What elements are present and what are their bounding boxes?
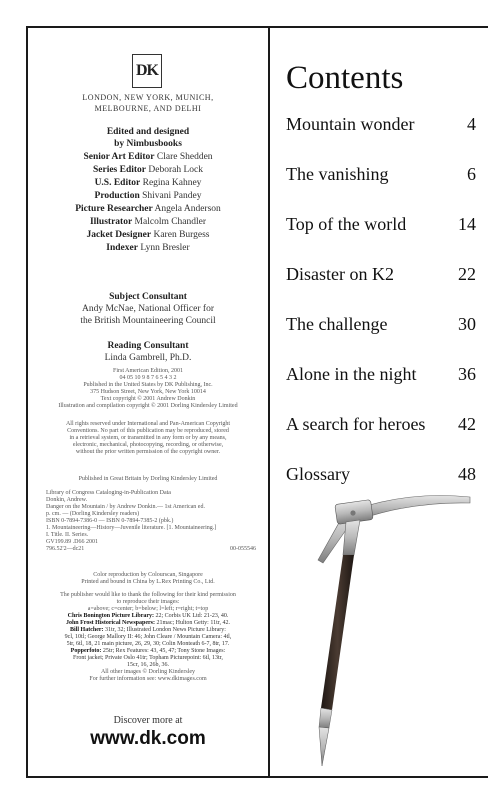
publication-info: First American Edition, 2001 04 05 10 9 8 7 6 5 4 3 2 Published in the United States by DK Publishing, Inc. 375 Hudson Street, New York, New York 10014 Text copyright © 2001 Andrew Donkin Illustration and compilation copyright © 2001 Dorling Kindersley Limited <box>58 368 238 409</box>
credit-line: Production Shivani Pandey <box>94 191 202 201</box>
toc-item-alone-in-the-night[interactable]: Alone in the night 36 <box>286 364 476 384</box>
credits-list <box>28 151 268 255</box>
discover-text: Discover more at <box>113 715 183 726</box>
toc-page-number: 6 <box>467 164 476 184</box>
picture-credit-line: 5tr, 6tl, 18, 21 main picture, 26, 29, 30; Colin Monteath 6-7, 8tr, 17. <box>66 641 230 647</box>
picture-credit-line: 9cl, 10tl; George Mallory II: 46; John Cleare / Mountain Camera: 4tl, <box>64 634 232 640</box>
toc-item-top-of-the-world[interactable]: Top of the world 14 <box>286 214 476 234</box>
publisher-cities: LONDON, NEW YORK, MUNICH, MELBOURNE, AND DELHI <box>82 93 214 113</box>
cip-data: Library of Congress Cataloging-in-Publication Data Donkin, Andrew. Danger on the Mountain / by Andrew Donkin.— 1st American ed. p. cm. — (Dorling Kindersley readers) ISBN 0-7894-7386-0 — ISBN 0-7894-7385-2 (pbk.) 1. Mountaineering—History—Juvenile literature. [1. Mountaineering.] I. Title. II. Series. GV199.89 .D66 2001 796.52'2—dc21 00-055546 <box>46 490 256 552</box>
website-link[interactable]: www.dk.com <box>90 728 206 749</box>
credit-line: Senior Art Editor Clare Shedden <box>83 152 213 162</box>
toc-item-glossary[interactable]: Glossary 48 <box>286 464 476 484</box>
toc-page-number: 36 <box>458 364 476 384</box>
picture-credit-line: 15cr, 16, 26b, 36. <box>127 662 169 668</box>
contents-title: Contents <box>286 60 404 96</box>
toc-page-number: 48 <box>458 464 476 484</box>
axe-ferrule <box>319 708 332 728</box>
rights-notice: All rights reserved under International and Pan-American Copyright Conventions. No part of this publication may be reproduced, stored in a retrieval system, or transmitted in any form or by any means, electronic, mechanical, photocopying, recording, or otherwise, without the prior written permission of the copyright owner. <box>65 421 231 455</box>
axe-spike <box>319 727 329 766</box>
toc-page-number: 22 <box>458 264 476 284</box>
picture-credits: The publisher would like to thank the following for their kind permission to reproduce their images: a=above; c=center; b=below; l=left; r=right; t=top Chris Bonington Picture Library: 22; Corbis UK Ltd: 21-23, 40. John Frost Historical Newspapers: 21mac; Hulton Getty: 11tr, 42. Bill Hatcher: 31tr, 32; Illustrated London News Picture Library: 9cl, 10tl; George Mallory II: 46; John Cleare / Mountain Camera: 4tl, 5tr, 6tl, 18, 21 main picture, 26, 29, 30; Colin Monteath 6-7, 8tr, 17. Popperfoto: 25tr; Rex Features: 43, 45, 47; Tony Stone Images: Front jacket; Private Oslo 41tr; Topham Picturepoint: 6tl, 13tr, 15cr, 16, 26b, 36. All other images © Dorling Kindersley For further information see: www.dkimages.com <box>36 592 260 683</box>
credit-line: Picture Researcher Angela Anderson <box>75 204 221 214</box>
toc-item-a-search-for-heroes[interactable]: A search for heroes 42 <box>286 414 476 434</box>
reading-consultant: Reading Consultant Linda Gambrell, Ph.D. <box>104 341 192 363</box>
copyright-column <box>28 28 268 776</box>
subject-consultant: Subject Consultant Andy McNae, National Officer for the British Mountaineering Council <box>80 292 216 326</box>
toc-item-the-vanishing[interactable]: The vanishing 6 <box>286 164 476 184</box>
colour-note: Color reproduction by Colourscan, Singapore Printed and bound in China by L.Rex Printing Co., Ltd. <box>81 572 215 585</box>
credit-line: Illustrator Malcolm Chandler <box>89 217 207 227</box>
toc-page-number: 14 <box>458 214 476 234</box>
picture-credit-line: John Frost Historical Newspapers: 21mac; Hulton Getty: 11tr, 42. <box>65 620 231 626</box>
picture-credit-line: Popperfoto: 25tr; Rex Features: 43, 45, 47; Tony Stone Images: <box>70 648 226 654</box>
axe-bolt <box>350 510 355 515</box>
credit-line: Jacket Designer Karen Burgess <box>86 230 210 240</box>
toc-page-number: 4 <box>467 114 476 134</box>
toc-item-disaster-on-k2[interactable]: Disaster on K2 22 <box>286 264 476 284</box>
picture-credit-line: Front jacket; Private Oslo 41tr; Topham Picturepoint: 6tl, 13tr, <box>73 655 223 661</box>
axe-handle <box>321 555 354 710</box>
picture-credit-line: Chris Bonington Picture Library: 22; Corbis UK Ltd: 21-23, 40. <box>67 613 229 619</box>
toc-item-mountain-wonder[interactable]: Mountain wonder 4 <box>286 114 476 134</box>
dk-logo: DK <box>132 54 162 88</box>
credit-line: U.S. Editor Regina Kahney <box>94 178 202 188</box>
printed-note: Published in Great Britain by Dorling Kindersley Limited <box>78 476 218 482</box>
axe-shaft-metal <box>343 520 360 555</box>
toc-page-number: 30 <box>458 314 476 334</box>
toc-page-number: 42 <box>458 414 476 434</box>
edited-by: Edited and designed by Nimbusbooks <box>106 127 190 149</box>
credit-line: Indexer Lynn Bresler <box>106 243 190 253</box>
picture-credit-line: Bill Hatcher: 31tr, 32; Illustrated London News Picture Library: <box>70 627 226 633</box>
credit-line: Series Editor Deborah Lock <box>92 165 204 175</box>
toc-item-the-challenge[interactable]: The challenge 30 <box>286 314 476 334</box>
ice-axe-illustration <box>270 470 488 780</box>
